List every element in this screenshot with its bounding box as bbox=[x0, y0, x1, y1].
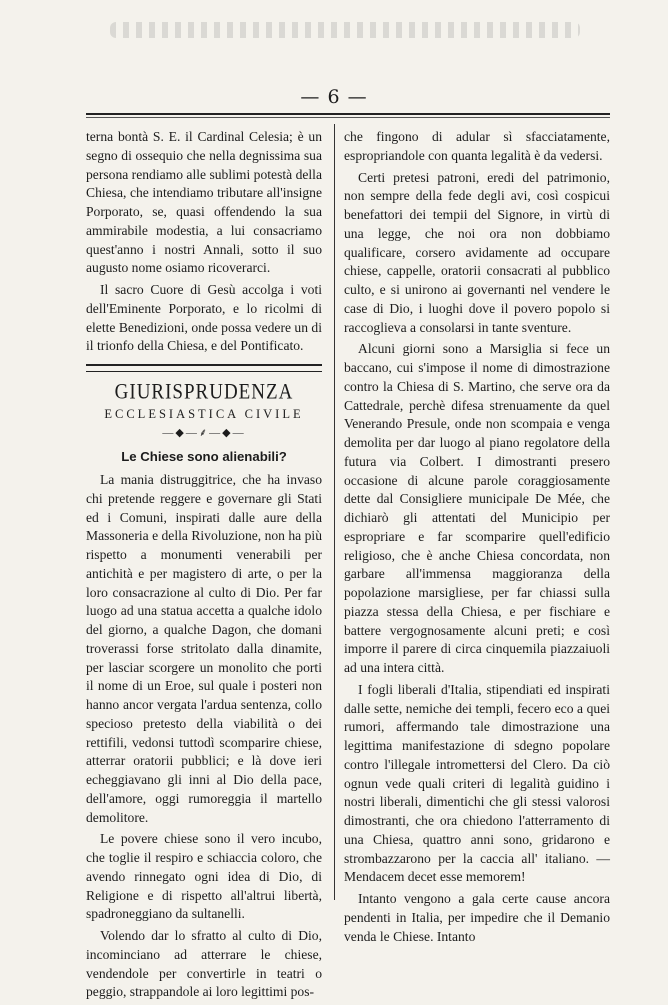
body-paragraph: Certi pretesi patroni, eredi del patrimonio, non sempre della fede degli avi, così cospicui benefattori dei tempii del Signore, in virtù di una legge, che noi ora non dobbiamo qualificare, corsero avidamente ad occupare chiese, cappelle, oratorii consacrati al pubblico culto, e si unirono ai governanti nel vendere le case di Dio, i luoghi dove il povero popolo si raccoglieva a consolarsi in tante sventure. bbox=[344, 169, 610, 335]
section-divider bbox=[86, 364, 322, 372]
article-paragraph: La mania distruggitrice, che ha invaso chi pretende reggere e governare gli Stati ed i Comuni, inspirati dalle aure della Massoneria e della Rivoluzione, non ha più rispetto a monumenti venerabili per antichità e per magistero di arte, o per la loro consacrazione al culto di Dio. Per far luogo ad una statua accetta a qualche idolo del giorno, a qualche Dagon, che domani troverassi forse stritolato dalla dinamite, per lasciar scorgere un monolito che porti il nome di un Eroe, sul quale i posteri non hanno ancor vergata l'ardua sentenza, collo specioso pretesto della viabilità o dei rettifili, vedonsi tuttodì scomparire chiese, atterrar oratorii pubblici; e là dove ieri echeggiavano gli inni al Dio della pace, dell'amore, oggi rumoreggia il martello demolitore. bbox=[86, 472, 322, 825]
section-subtitle: ECCLESIASTICA CIVILE bbox=[104, 406, 304, 421]
body-paragraph: Alcuni giorni sono a Marsiglia si fece un baccano, cui s'impose il nome di dimostrazione contro la Chiesa di S. Martino, che serve ora da Cattedrale, perchè difesa strenuamente da quel Venerando Presule, onde non scompaia e venga demolita per dar luogo al piano regolatore della futura via Colbert. I dimostranti presero occasione di alcune parole coraggiosamente dette dal Consigliere municipale De Mée, che dichiarò gli attentati del Municipio per espropriare e far scomparire quell'edificio religioso, che è anche Chiesa concordata, non garbare all'immensa maggioranza della popolazione marsigliese, per far chiassi sulla piazza stessa della Chiesa, e per fischiare e battere vergognosamente alcuni preti; e così imporre il parere di circa cinquemila piazzaiuoli ad una intera città. bbox=[344, 341, 610, 675]
column-divider bbox=[334, 124, 335, 900]
article-title: Le Chiese sono alienabili? bbox=[121, 449, 287, 465]
header-rule-thin bbox=[86, 117, 610, 118]
section-title: GIURISPRUDENZA bbox=[114, 380, 294, 405]
intro-paragraph: terna bontà S. E. il Cardinal Celesia; è un segno di ossequio che nella degnissima sua persona rendiamo alle sublimi potestà della Chiesa, che intendiamo tributare all'insigne Porporato, se, quasi offendendo la sua ammirabile modestia, a lui consacriamo quest'anno i nostri Annali, sotto il suo augusto nome osiamo ricoverarci. bbox=[86, 129, 322, 276]
header-rule bbox=[86, 113, 610, 115]
body-paragraph: Intanto vengono a gala certe cause ancora pendenti in Italia, per impedire che il Demanio venda le Chiese. Intanto bbox=[344, 891, 610, 944]
left-column bbox=[86, 128, 322, 1005]
ornament-divider: —◆—⸙—◆— bbox=[162, 426, 246, 439]
scan-smudge bbox=[110, 22, 580, 38]
right-column bbox=[344, 128, 610, 949]
article-paragraph: Volendo dar lo sfratto al culto di Dio, incominciano ad atterrare le chiese, vendendole per convertirle in teatri o peggio, strappandole ai loro legittimi pos- bbox=[86, 928, 322, 1000]
article-paragraph: Le povere chiese sono il vero incubo, che toglie il respiro e schiaccia coloro, che avendo rinnegato ogni idea di Dio, di Religione e di rispetto all'altrui libertà, spadroneggiano da sultanelli. bbox=[86, 831, 322, 922]
intro-paragraph: Il sacro Cuore di Gesù accolga i voti dell'Eminente Porporato, e lo ricolmi di elette Benedizioni, onde possa vedere un di il trionfo della Chiesa, e del Pontificato. bbox=[86, 282, 322, 354]
body-paragraph: I fogli liberali d'Italia, stipendiati ed inspirati dalle sette, nemiche dei templi, fecero eco a quei rumori, affermando tale dimostrazione una legittima manifestazione di sdegno popolare contro l'illegale intromettersi del Clero. Da ciò ognun vede quali criteri di legalità guidino i nostri liberali, dimentichi che gli stessi valorosi dimostranti, che ora chiedono l'atterramento di una Chiesa, quattro anni sono, gridarono e strombazzarono per la caccia all' italiano. — Mendacem decet esse memorem! bbox=[344, 681, 610, 885]
page-number: — 6 — bbox=[300, 86, 368, 108]
body-paragraph: che fingono di adular sì sfacciatamente, espropriandole con quanta legalità è da vedersi. bbox=[344, 129, 610, 163]
